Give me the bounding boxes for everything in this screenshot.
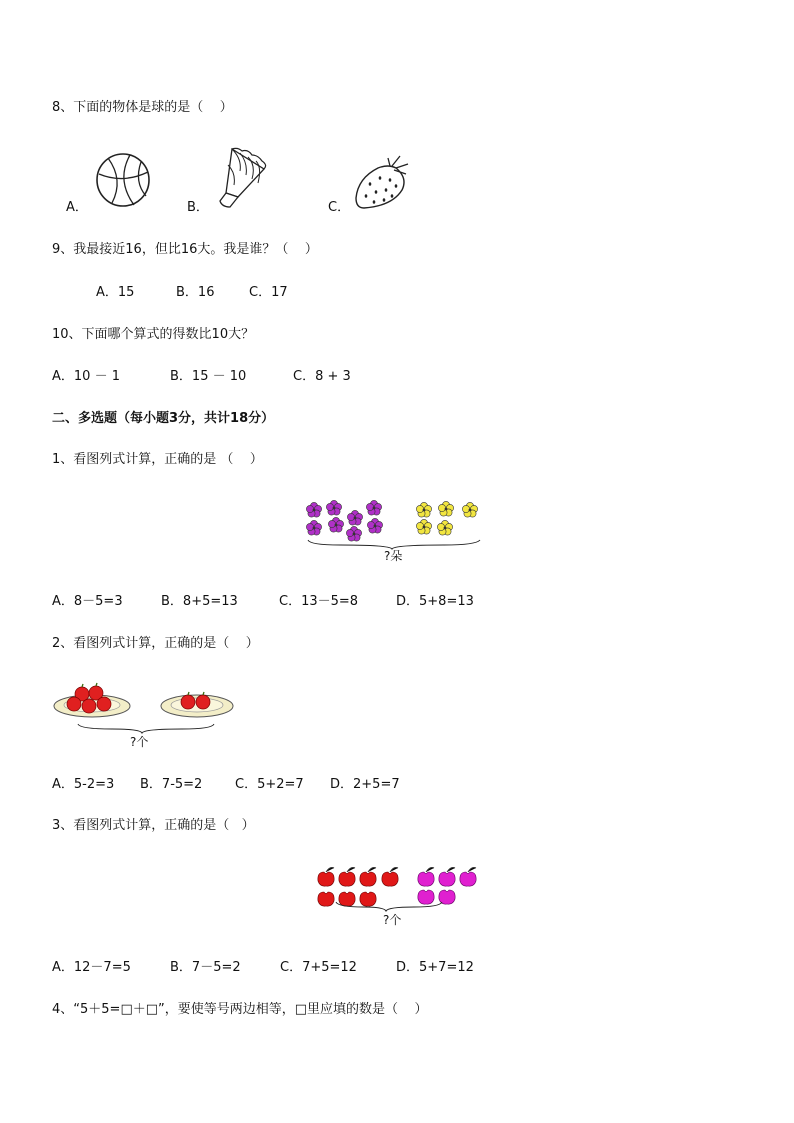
m2-option-b: B．7-5=2 [140,777,203,792]
q8-option-b: B． [187,200,209,215]
q9-stem: 9、我最接近16，但比16大。我是谁？（ ） [52,242,318,257]
m1-caption: ?朵 [384,549,403,563]
m1-option-b: B．8+5=13 [161,594,238,609]
m1-option-d: D．5+8=13 [396,594,474,609]
q10-option-c: C．8 + 3 [293,369,351,384]
q8-stem: 8、下面的物体是球的是（ ） [52,100,233,115]
q9-option-b: B．16 [176,285,215,300]
q10-option-b: B．15 － 10 [170,369,247,384]
q10-option-a: A．10 － 1 [52,369,120,384]
red-fruits [318,872,398,906]
m3-option-b: B．7－5=2 [170,960,241,975]
m2-option-a: A．5-2=3 [52,777,115,792]
yellow-flowers [416,501,477,535]
m1-option-a: A．8－5=3 [52,594,123,609]
m3-caption: ?个 [383,913,402,927]
m3-option-c: C．7+5=12 [280,960,357,975]
shuttlecock-icon [212,145,274,213]
apples [67,686,210,713]
m2-stem: 2、看图列式计算，正确的是（ ） [52,636,259,651]
q9-option-c: C．17 [249,285,288,300]
m3-option-d: D．5+7=12 [396,960,474,975]
m2-caption: ?个 [130,735,149,749]
q8-option-a: A． [66,200,88,215]
m1-stem: 1、看图列式计算，正确的是 （ ） [52,452,263,467]
q9-option-a: A．15 [96,285,135,300]
flowers-picture [300,498,486,550]
strawberry-icon [352,154,410,212]
m1-option-c: C．13－5=8 [279,594,359,609]
m2-option-d: D．2+5=7 [330,777,400,792]
section-title: 二、多选题（每小题3分，共计18分） [52,411,275,426]
purple-flowers [306,500,382,541]
q8-option-c: C． [328,200,351,215]
m3-stem: 3、看图列式计算，正确的是（ ） [52,818,255,833]
m3-option-a: A．12－7=5 [52,960,131,975]
fruits-picture [312,862,484,918]
pink-fruits [418,872,476,904]
m2-option-c: C．5+2=7 [235,777,304,792]
q10-stem: 10、下面哪个算式的得数比10大？ [52,327,255,342]
basketball-icon [94,150,154,212]
m4-stem: 4、“5＋5=□＋□”，要使等号两边相等，□里应填的数是（ ） [52,1002,428,1017]
